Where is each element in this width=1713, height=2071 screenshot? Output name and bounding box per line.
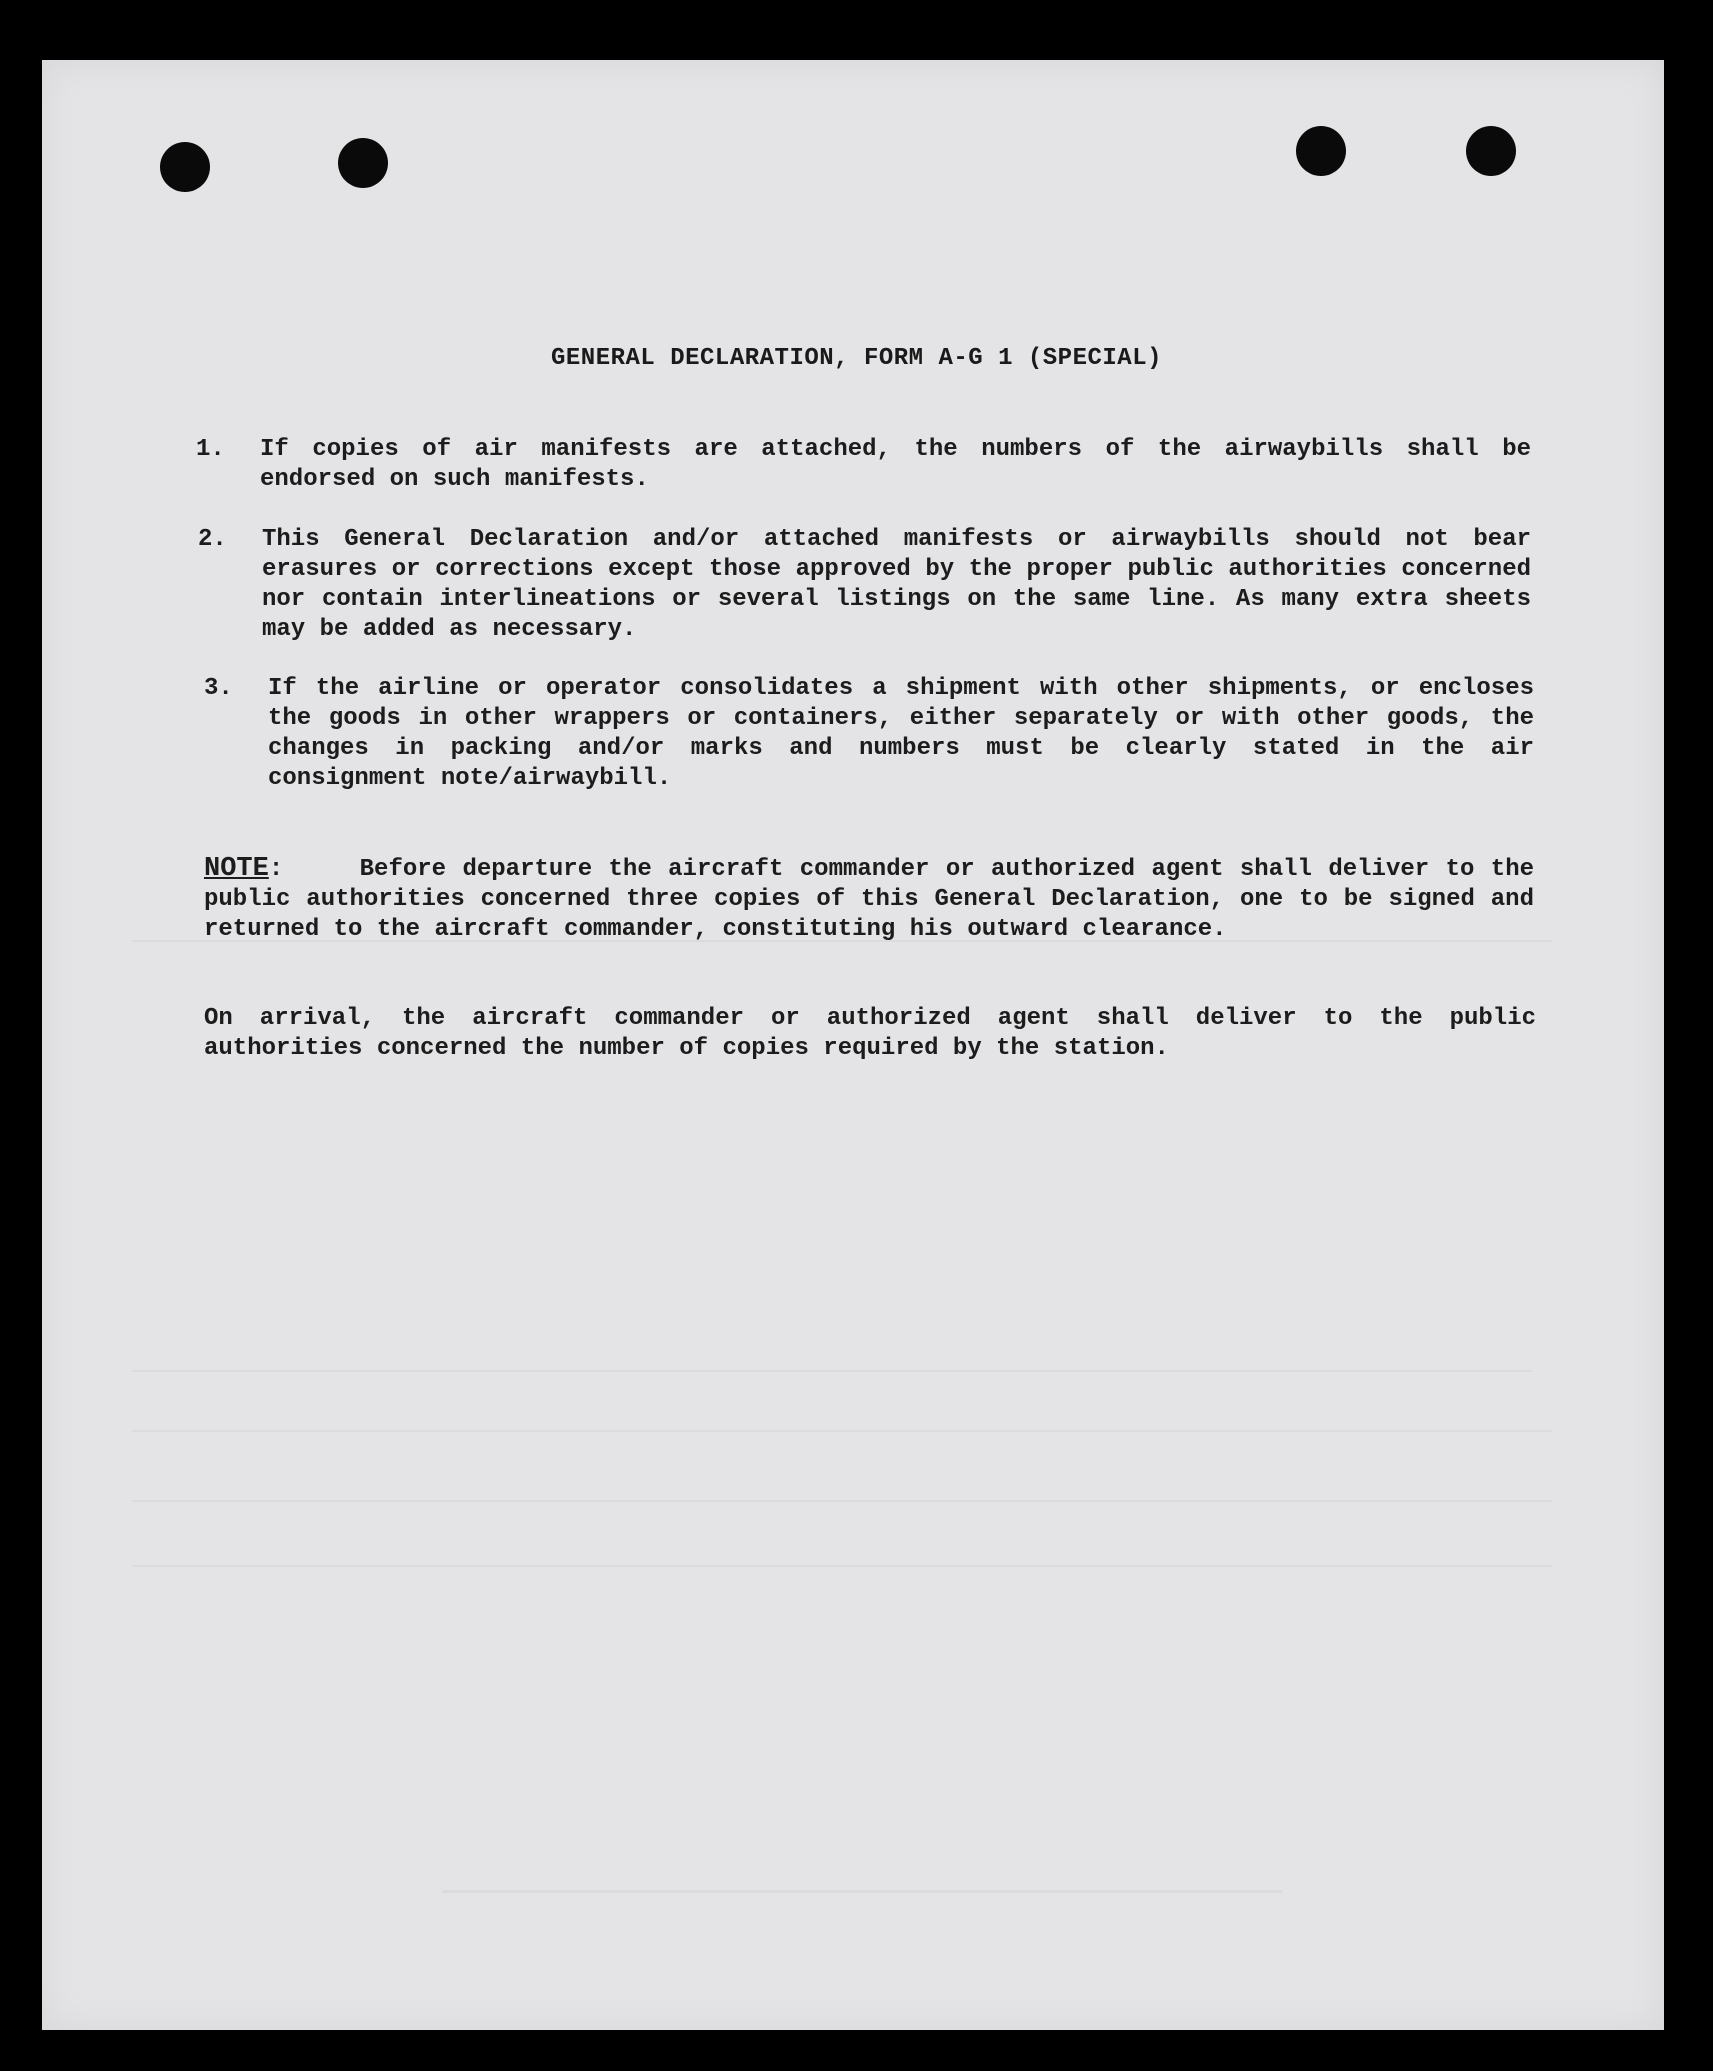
note-paragraph	[204, 854, 1534, 945]
page-title: GENERAL DECLARATION, FORM A-G 1 (SPECIAL)	[551, 345, 1162, 372]
punch-hole-icon	[1466, 126, 1516, 176]
item-number: 2.	[198, 526, 227, 553]
punch-hole-icon	[338, 138, 388, 188]
show-through-mark	[132, 1500, 1552, 1502]
note-colon: :	[268, 856, 284, 883]
item-number: 3.	[204, 675, 233, 702]
show-through-mark	[132, 1565, 1552, 1567]
item-text: This General Declaration and/or attached manifests or airwaybills should not bear erasures or corrections except those approved by the proper public authorities concerned nor contain interlineations or several listings on the same line. As many extra sheets may be added as necessary.	[262, 526, 1531, 643]
list-item	[204, 674, 1534, 794]
list-item	[198, 525, 1531, 645]
item-number: 1.	[196, 436, 225, 463]
show-through-mark	[442, 1890, 1282, 1893]
item-text: If copies of air manifests are attached, the numbers of the airwaybills shall be endorsed on such manifests.	[260, 436, 1531, 493]
item-text: If the airline or operator consolidates a shipment with other shipments, or encloses the goods in other wrappers or containers, either separately or with other goods, the changes in packing and/or marks and numbers must be clearly stated in the air consignment note/airwaybill.	[268, 675, 1534, 792]
show-through-mark	[132, 1430, 1552, 1432]
show-through-mark	[132, 1370, 1532, 1372]
punch-hole-icon	[160, 142, 210, 192]
note-text: Before departure the aircraft commander or authorized agent shall deliver to the public authorities concerned three copies of this General Declaration, one to be signed and returned to the aircraft commander, constituting his outward clearance.	[204, 856, 1534, 943]
list-item	[196, 435, 1531, 495]
punch-hole-icon	[1296, 126, 1346, 176]
arrival-paragraph: On arrival, the aircraft commander or authorized agent shall deliver to the public authorities concerned the number of copies required by the station.	[204, 1005, 1536, 1062]
note-label: NOTE	[204, 854, 269, 884]
